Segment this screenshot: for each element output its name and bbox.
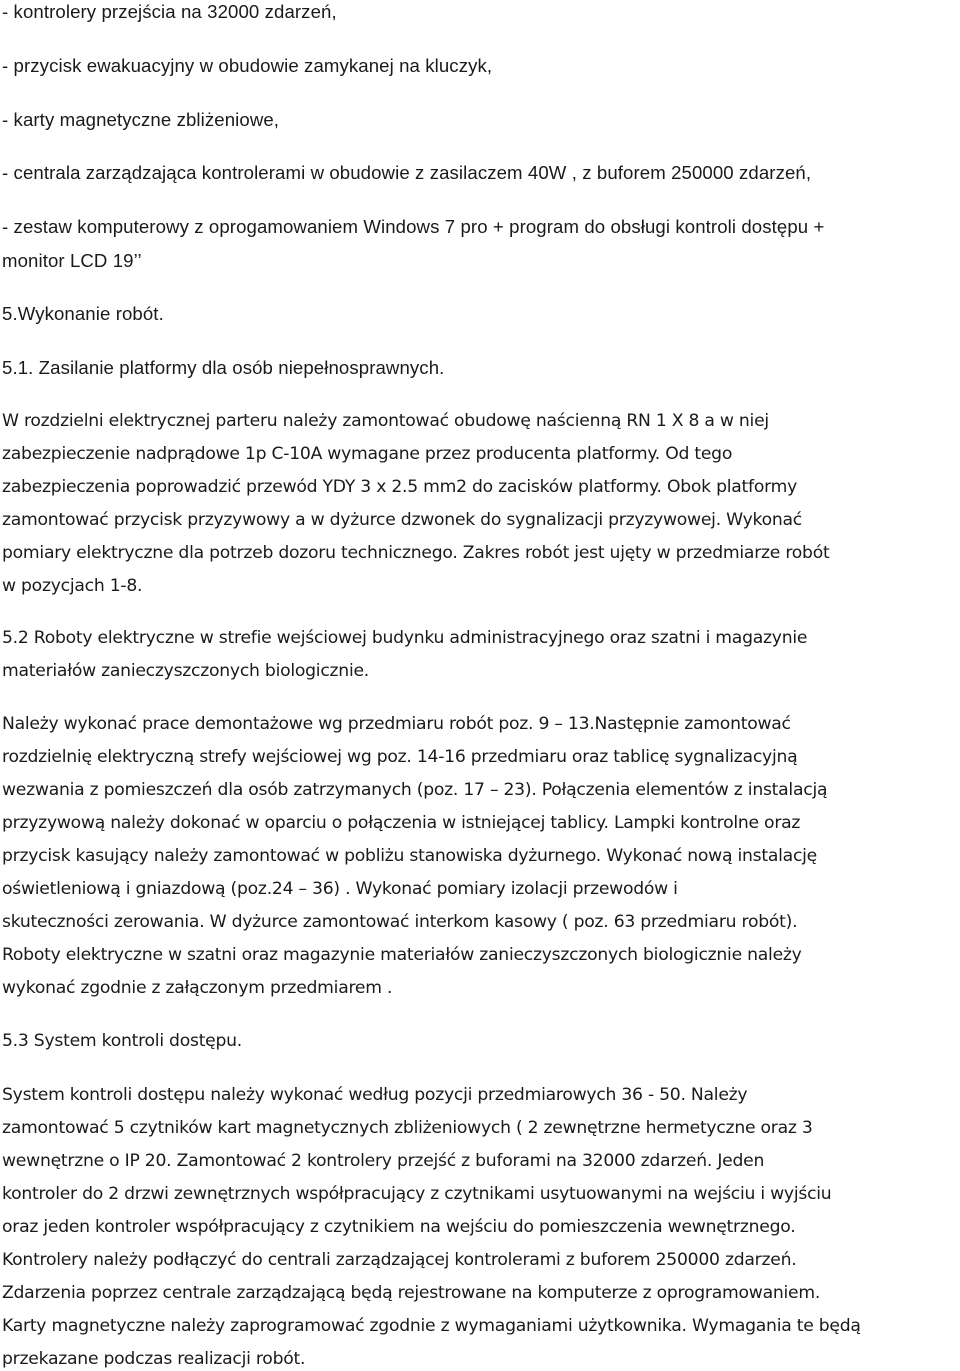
paragraph-line: oraz jeden kontroler współpracujący z czytnikiem na wejściu do pomieszczenia wewnętrznego. [2,1217,796,1237]
paragraph-line: przekazane podczas realizacji robót. [2,1349,306,1369]
paragraph-line: System kontroli dostępu należy wykonać według pozycji przedmiarowych 36 - 50. Należy [2,1085,748,1105]
subsection-heading: materiałów zanieczyszczonych biologicznie. [2,661,370,681]
bullet-item-continuation: monitor LCD 19’’ [2,250,142,271]
paragraph-line: oświetleniową i gniazdową (poz.24 – 36) . Wykonać pomiary izolacji przewodów i [2,879,678,899]
paragraph-line: wezwania z pomieszczeń dla osób zatrzymanych (poz. 17 – 23). Połączenia elementów z instalacją [2,780,828,800]
subsection-heading: 5.1. Zasilanie platformy dla osób niepełnosprawnych. [2,357,445,378]
bullet-item: - zestaw komputerowy z oprogamowaniem Windows 7 pro + program do obsługi kontroli dostępu + [2,216,825,237]
paragraph-line: Zdarzenia poprzez centrale zarządzającą będą rejestrowane na komputerze z oprogramowaniem. [2,1283,821,1303]
paragraph-line: przyzywową należy dokonać w oparciu o połączenia w istniejącej tablicy. Lampki kontrolne oraz [2,813,801,833]
section-heading: 5.Wykonanie robót. [2,303,164,324]
bullet-item: - kontrolery przejścia na 32000 zdarzeń, [2,1,337,22]
paragraph-line: zamontować 5 czytników kart magnetycznych zbliżeniowych ( 2 zewnętrzne hermetyczne oraz 3 [2,1118,813,1138]
paragraph-line: W rozdzielni elektrycznej parteru należy zamontować obudowę naścienną RN 1 X 8 a w niej [2,411,769,431]
paragraph-line: zabezpieczenia poprowadzić przewód YDY 3 x 2.5 mm2 do zacisków platformy. Obok platformy [2,477,798,497]
paragraph-line: Należy wykonać prace demontażowe wg przedmiaru robót poz. 9 – 13.Następnie zamontować [2,714,791,734]
paragraph-line: zamontować przycisk przyzywowy a w dyżurce dzwonek do sygnalizacji przyzywowej. Wykonać [2,510,802,530]
subsection-heading: 5.3 System kontroli dostępu. [2,1031,243,1051]
bullet-item: - karty magnetyczne zbliżeniowe, [2,109,280,130]
paragraph-line: skuteczności zerowania. W dyżurce zamontować interkom kasowy ( poz. 63 przedmiaru robót). [2,912,798,932]
paragraph-line: wewnętrzne o IP 20. Zamontować 2 kontrolery przejść z buforami na 32000 zdarzeń. Jeden [2,1151,765,1171]
paragraph-line: rozdzielnię elektryczną strefy wejściowej wg poz. 14-16 przedmiaru oraz tablicę sygnalizacyjną [2,747,798,767]
paragraph-line: zabezpieczenie nadprądowe 1p C-10A wymagane przez producenta platformy. Od tego [2,444,733,464]
subsection-heading: 5.2 Roboty elektryczne w strefie wejściowej budynku administracyjnego oraz szatni i magazynie [2,628,808,648]
paragraph-line: przycisk kasujący należy zamontować w pobliżu stanowiska dyżurnego. Wykonać nową instalację [2,846,817,866]
paragraph-line: wykonać zgodnie z załączonym przedmiarem . [2,978,393,998]
paragraph-line: kontroler do 2 drzwi zewnętrznych współpracujący z czytnikami usytuowanymi na wejściu i wyjściu [2,1184,832,1204]
paragraph-line: Roboty elektryczne w szatni oraz magazynie materiałów zanieczyszczonych biologicznie należy [2,945,802,965]
bullet-item: - przycisk ewakuacyjny w obudowie zamykanej na kluczyk, [2,55,493,76]
bullet-item: - centrala zarządzająca kontrolerami w obudowie z zasilaczem 40W , z buforem 250000 zdarzeń, [2,162,812,183]
paragraph-line: w pozycjach 1-8. [2,576,143,596]
paragraph-line: Karty magnetyczne należy zaprogramować zgodnie z wymaganiami użytkownika. Wymagania te będą [2,1316,861,1336]
paragraph-line: Kontrolery należy podłączyć do centrali zarządzającej kontrolerami z buforem 250000 zdarzeń. [2,1250,797,1270]
paragraph-line: pomiary elektryczne dla potrzeb dozoru technicznego. Zakres robót jest ujęty w przedmiarze robót [2,543,830,563]
